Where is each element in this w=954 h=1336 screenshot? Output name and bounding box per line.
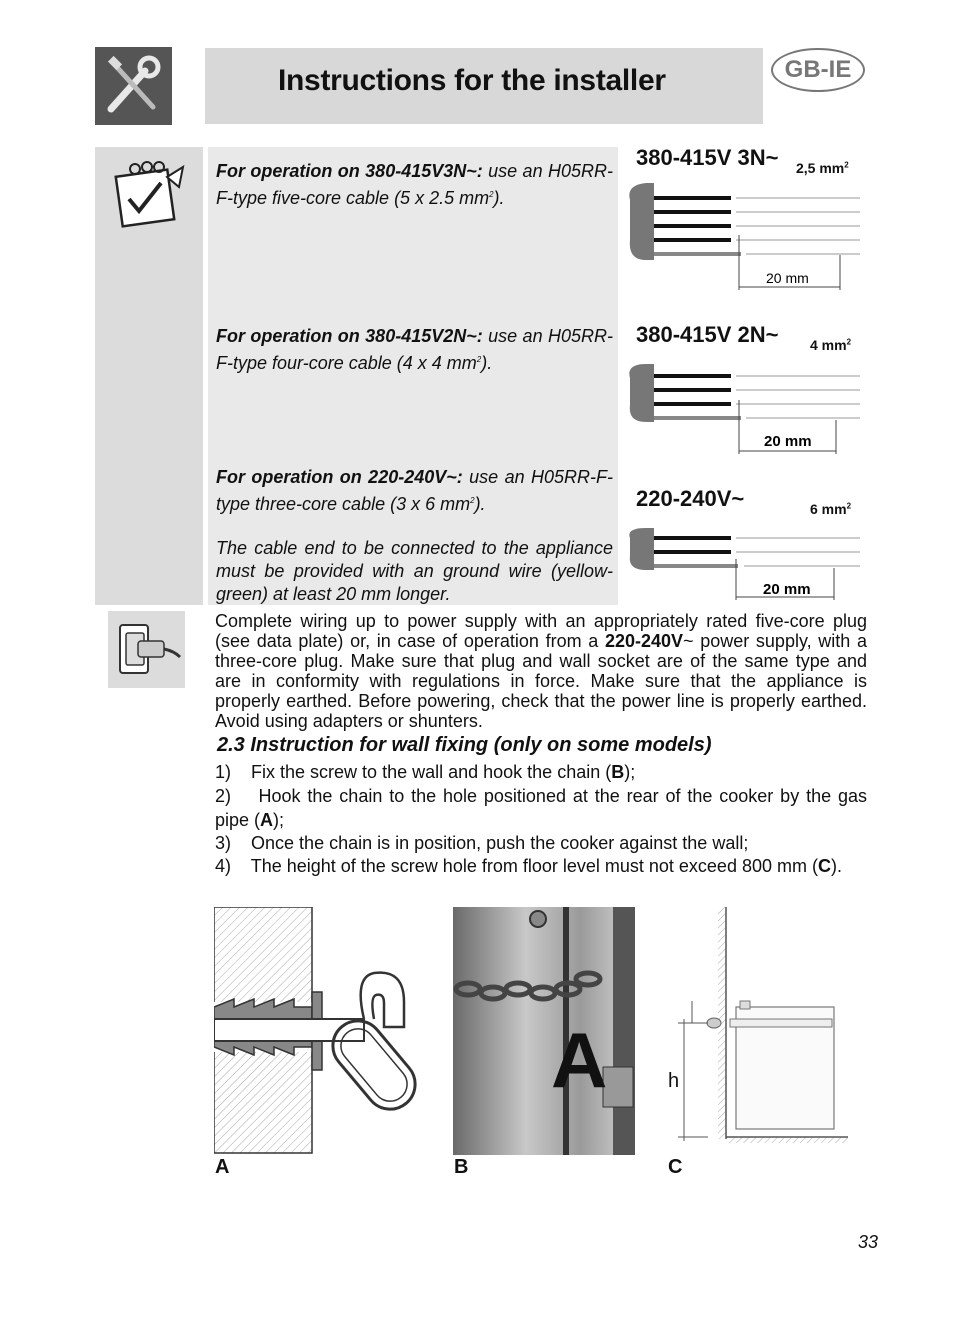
figure-b-photo [453, 907, 635, 1155]
voltage-label-2n: 380-415V 2N~ [636, 322, 779, 347]
length-label-220: 20 mm [763, 581, 811, 598]
cable-2n-text: For operation on 380-415V2N~: use an H05RR-F-type four-core cable (4 x 4 $mm^2$). [216, 326, 613, 373]
step-1: 1) Fix the screw to the wall and hook the chain (B); [215, 762, 636, 782]
cable-diagram-3n [626, 180, 862, 295]
figure-label-a: A [215, 1156, 230, 1178]
page-title: Instructions for the installer [278, 64, 666, 97]
length-label-3n: 20 mm [766, 270, 809, 286]
figure-c-height-diagram [668, 907, 850, 1147]
voltage-label-220: 220-240V~ [636, 486, 745, 511]
step-3: 3) Once the chain is in position, push the cooker against the wall; [215, 833, 749, 853]
page-number: 33 [858, 1232, 879, 1252]
figure-label-c: C [668, 1156, 683, 1178]
cable-diagram-220 [626, 524, 862, 604]
section-label-3n: 2,5 $mm^2$ [796, 160, 849, 176]
cable-220-text: For operation on 220-240V~: use an H05RR-F-type three-core cable (3 x 6 $mm^2$). [216, 467, 613, 514]
wiring-paragraph: Complete wiring up to power supply with an appropriately rated five-core plug (see data plate) or, in case of operation from a 220-240V~ power supply, with a three-core plug. Make sure that plug and wall socket are of the same type and are in conformity with regulations in force. Make sure that the appliance is properly earthed. Before powering, check that the power line is properly earthed. Avoid using adapters or shunters. [215, 611, 867, 731]
step-2: 2) Hook the chain to the hole positioned at the rear of the cooker by the gas pipe (A); [215, 786, 867, 830]
cable-3n-text: For operation on 380-415V3N~: use an H05RR-F-type five-core cable (5 x 2.5 $mm^2$). [216, 161, 613, 208]
section-label-2n: 4 $mm^2$ [810, 337, 852, 353]
height-label: h [668, 1070, 680, 1092]
plug-icon [108, 611, 185, 688]
figure-a-wall-screw [214, 907, 442, 1157]
length-label-2n: 20 mm [764, 433, 812, 450]
section-title: 2.3 Instruction for wall fixing (only on some models) [217, 734, 712, 756]
country-badge: GB-IE [771, 48, 865, 92]
cable-diagram-2n [626, 360, 862, 456]
ground-note: The cable end to be connected to the appliance must be provided with an ground wire (yellow-green) at least 20 mm longer. [216, 538, 613, 604]
figure-label-b: B [454, 1156, 469, 1178]
voltage-label-3n: 380-415V 3N~ [636, 145, 779, 170]
plug-icon-box [108, 611, 185, 688]
notepad-check-icon [109, 159, 187, 231]
photo-letter-a: A [551, 1016, 608, 1104]
step-4: 4) The height of the screw hole from floor level must not exceed 800 mm (C). [215, 856, 842, 876]
section-label-220: 6 $mm^2$ [810, 501, 852, 517]
tools-icon [95, 47, 172, 125]
side-panel [95, 147, 203, 605]
